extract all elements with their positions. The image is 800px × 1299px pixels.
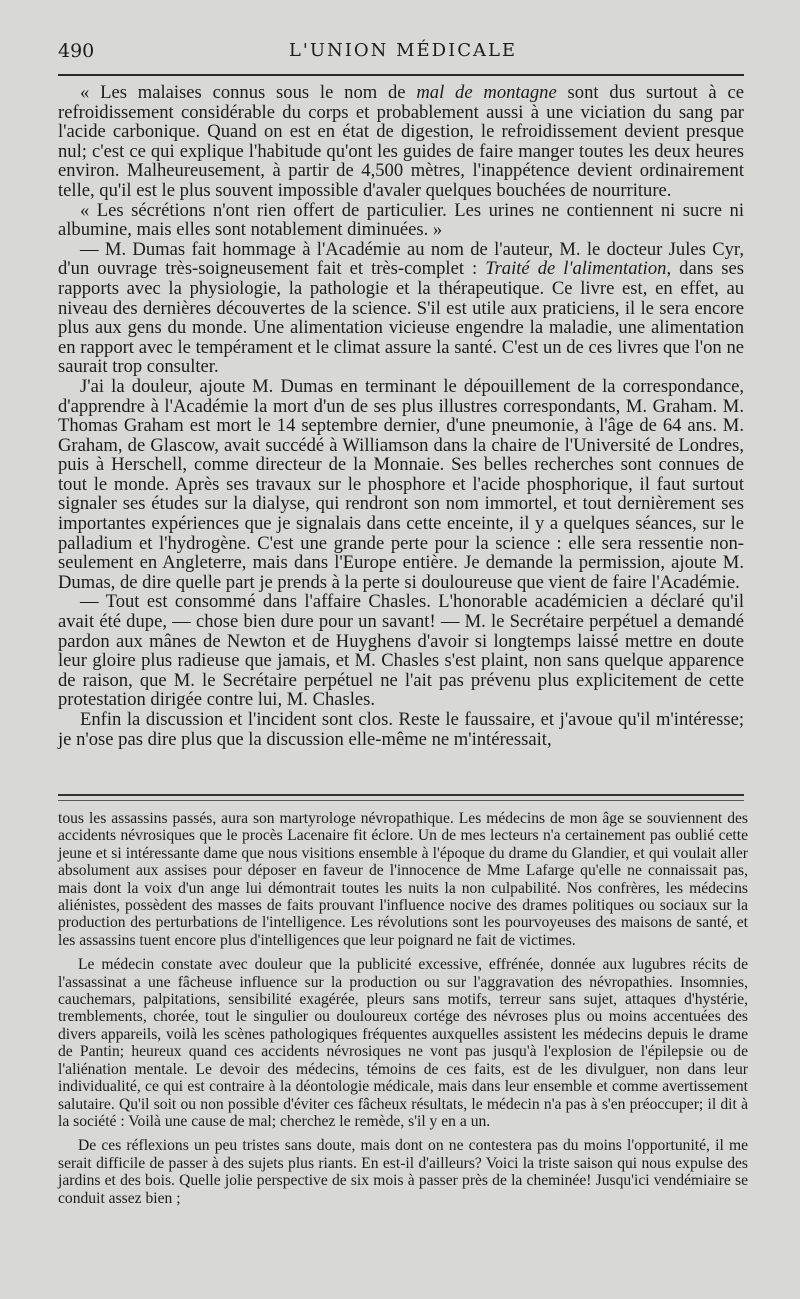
page-number: 490 [58, 40, 95, 62]
feuilleton-paragraph-2: Le médecin constate avec douleur que la publicité excessive, effrénée, donnée aux lugubres récits de l'assassinat a une fâcheuse influence sur la production ou sur l'aggravation des névropathies. Insomnies, cauchemars, palpitations, sensibilité exagérée, pleurs sans motifs, terreur sans sujet, attaques d'hystérie, tremblements, chorée, tout le singulier ou douloureux cortége des névroses plus ou moins accentuées des divers appareils, voilà les scènes pathologiques fréquentes auxquelles assistent les médecins depuis le drame de Pantin; heureux quand ces accidents névrosiques ne vont pas jusqu'à l'explosion de l'épilepsie ou de l'aliénation mentale. Le devoir des médecins, témoins de ces faits, est de les divulguer, non dans leur individualité, ce qui est contraire à la déontologie médicale, mais dans leur ensemble et comme avertissement salutaire. Qu'il soit ou non possible d'éviter ces fâcheux résultats, le médecin n'a pas à s'en préoccuper; il dit à la société : Voilà une cause de mal; cherchez le remède, s'il y en a un. [58, 956, 748, 1130]
feuilleton-column [58, 810, 748, 1207]
main-column [58, 83, 744, 749]
feuilleton-paragraph-3: De ces réflexions un peu tristes sans doute, mais dont on ne contestera pas du moins l'opportunité, il me serait difficile de passer à des sujets plus riants. En est-il d'ailleurs? Voici la triste saison qui nous expulse des jardins et des bois. Quelle jolie perspective de six mois à passer près de la cheminée! Jusqu'ici vendémiaire se conduit assez bien ; [58, 1137, 748, 1207]
paragraph-faussaire: Enfin la discussion et l'incident sont clos. Reste le faussaire, et j'avoue qu'il m'intéresse; je n'ose pas dire plus que la discussion elle-même ne m'intéressait, [58, 709, 744, 750]
running-title: L'UNION MÉDICALE [288, 40, 518, 61]
paragraph-secretions: « Les sécrétions n'ont rien offert de particulier. Les urines ne contiennent ni sucre ni albumine, mais elles sont notablement diminuées. » [58, 199, 744, 241]
page-header [58, 40, 748, 70]
feuilleton-paragraph-1: tous les assassins passés, aura son martyrologe névropathique. Les médecins de mon âge se souviennent des accidents névrosiques que le procès Lacenaire fit éclore. Un de mes lecteurs n'a certainement pas oublié cette jeune et si intéressante dame que nous visitions ensemble à l'époque du drame du Glandier, et qui voulait aller absolument aux assises pour déposer en faveur de l'innocence de Mme Lafarge qu'elle ne connaissait pas, mais dont la voix d'un ange lui démontrait toutes les nuits la non culpabilité. Nos confrères, les médecins aliénistes, possèdent des masses de faits prouvant l'influence nocive des drames politiques ou sociaux sur la production des perturbations de l'intelligence. Les révolutions sont les pourvoyeuses des maisons de santé, et les assassins tuent encore plus d'intelligences que leur poignard ne fait de victimes. [58, 810, 748, 949]
book-title: Traité de l'alimentation [485, 258, 667, 280]
paragraph-dumas-hommage: — M. Dumas fait hommage à l'Académie au nom de l'auteur, M. le docteur Jules Cyr, d'un ouvrage très-soigneusement fait et très-complet : Traité de l'alimentation, dans ses rapports avec la physiologie, la pathologie et la thérapeutique. Ce livre est, en effet, au niveau des dernières découvertes de la science. S'il est utile aux praticiens, il le sera encore plus aux gens du monde. Une alimentation vicieuse engendre la maladie, une alimentation en rapport avec le tempérament et le climat assure la santé. C'est un de ces livres que l'on ne saurait trop consulter. [58, 238, 744, 378]
paragraph-graham: J'ai la douleur, ajoute M. Dumas en terminant le dépouillement de la correspondance, d'apprendre à l'Académie la mort d'un de ses plus illustres correspondants, M. Graham. M. Thomas Graham est mort le 14 septembre dernier, d'une pneumonie, à l'âge de 64 ans. M. Graham, de Glascow, avait succédé à Williamson dans la chaire de l'Université de Londres, puis à Herschell, comme directeur de la Monnaie. Ses belles recherches sont connues de tout le monde. Après ses travaux sur le phosphore et l'acide phosphorique, il faut surtout signaler ses études sur la dialyse, qui rendront son nom immortel, et tout dernièrement ses importantes expériences que je signalais dans cette enceinte, il y a quelques séances, sur le palladium et l'hydrogène. C'est une grande perte pour la science : elle sera ressentie non-seulement en Angleterre, mais dans l'Europe entière. Je demande la permission, ajoute M. Dumas, de dire quelle part je prends à la perte si douloureuse que vient de faire l'Académie. [58, 375, 744, 593]
feuilleton-separator [58, 794, 744, 801]
header-rule [58, 74, 744, 76]
paragraph-mal-de-montagne: « Les malaises connus sous le nom de mal de montagne sont dus surtout à ce refroidissement considérable du corps et probablement aussi à une viciation du sang par l'acide carbonique. Quand on est en état de digestion, le refroidissement devient presque nul; c'est ce qui explique l'habitude qu'ont les guides de faire manger toutes les deux heures environ. Malheureusement, à partir de 4,500 mètres, l'inappétence devient ordinairement telle, qu'il est le plus souvent impossible d'avaler quelques bouchées de nourriture. [58, 82, 744, 201]
paragraph-chasles: — Tout est consommé dans l'affaire Chasles. L'honorable académicien a déclaré qu'il avait été dupe, — chose bien dure pour un savant! — M. le Secrétaire perpétuel a demandé pardon aux mânes de Newton et de Huyghens d'avoir si longtemps laissé mettre en doute leur gloire plus radieuse que jamais, et M. Chasles s'est plaint, non sans quelque apparence de raison, que M. le Secrétaire perpétuel ne l'ait pas prévenu plus explicitement de cette protestation dirigée contre lui, M. Chasles. [58, 591, 744, 711]
emphasis-mal-de-montagne: mal de montagne [416, 82, 557, 103]
